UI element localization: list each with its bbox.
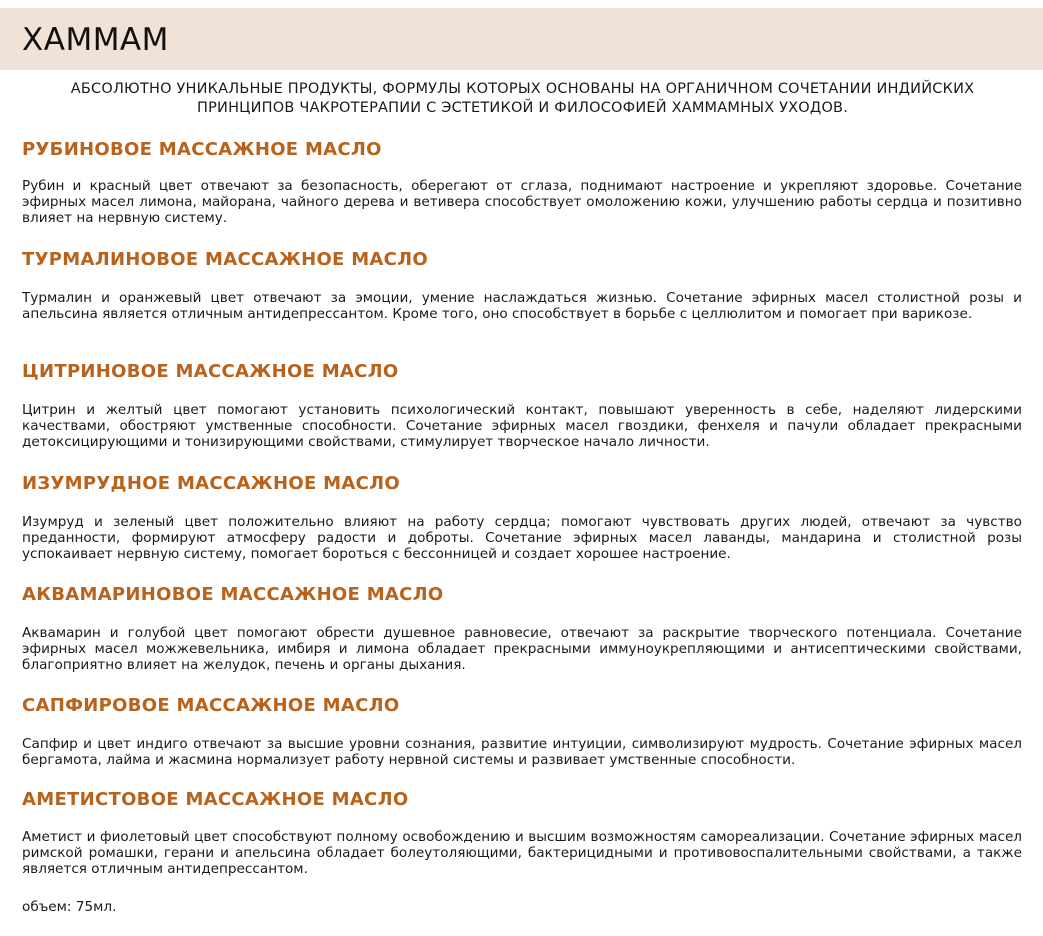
section-title-ruby: РУБИНОВОЕ МАССАЖНОЕ МАСЛО <box>22 139 382 160</box>
section-title-emerald: ИЗУМРУДНОЕ МАССАЖНОЕ МАСЛО <box>22 473 400 494</box>
page-title: ХАММАМ <box>22 22 169 58</box>
volume-text: объем: 75мл. <box>22 899 117 915</box>
section-title-amethyst: АМЕТИСТОВОЕ МАССАЖНОЕ МАСЛО <box>22 789 409 810</box>
section-body-sapphire: Сапфир и цвет индиго отвечают за высшие уровни сознания, развитие интуиции, символизируют мудрость. Сочетание эфирных масел бергамота, лайма и жасмина нормализует работу нервной системы и развивает умственные способности. <box>22 736 1022 768</box>
section-title-sapphire: САПФИРОВОЕ МАССАЖНОЕ МАСЛО <box>22 695 400 716</box>
section-body-emerald: Изумруд и зеленый цвет положительно влияют на работу сердца; помогают чувствовать других людей, отвечают за чувство преданности, формируют атмосферу радости и доброты. Сочетание эфирных масел лаванды, мандарина и столистной розы успокаивает нервную систему, помогает бороться с бессонницей и создает хорошее настроение. <box>22 514 1022 562</box>
header-bar <box>0 8 1043 70</box>
section-body-aquamarine: Аквамарин и голубой цвет помогают обрести душевное равновесие, отвечают за раскрытие творческого потенциала. Сочетание эфирных масел можжевельника, имбиря и лимона обладает прекрасными иммуноукрепляющими и антисептическими свойствами, благоприятно влияет на желудок, печень и органы дыхания. <box>22 625 1022 673</box>
section-body-tourmaline: Турмалин и оранжевый цвет отвечают за эмоции, умение наслаждаться жизнью. Сочетание эфирных масел столистной розы и апельсина является отличным антидепрессантом. Кроме того, оно способствует в борьбе с целлюлитом и помогает при варикозе. <box>22 290 1022 322</box>
section-title-aquamarine: АКВАМАРИНОВОЕ МАССАЖНОЕ МАСЛО <box>22 584 444 605</box>
intro-text: АБСОЛЮТНО УНИКАЛЬНЫЕ ПРОДУКТЫ, ФОРМУЛЫ КОТОРЫХ ОСНОВАНЫ НА ОРГАНИЧНОМ СОЧЕТАНИИ ИНДИЙСКИХ ПРИНЦИПОВ ЧАКРОТЕРАПИИ С ЭСТЕТИКОЙ И ФИЛОСОФИЕЙ ХАММАМНЫХ УХОДОВ. <box>70 81 975 116</box>
section-body-amethyst: Аметист и фиолетовый цвет способствуют полному освобождению и высшим возможностям самореализации. Сочетание эфирных масел римской ромашки, герани и апельсина обладает болеутоляющими, бактерицидными и противовоспалительными свойствами, а также является отличным антидепрессантом. <box>22 829 1022 877</box>
section-body-citrine: Цитрин и желтый цвет помогают установить психологический контакт, повышают уверенность в себе, наделяют лидерскими качествами, обостряют умственные способности. Сочетание эфирных масел гвоздики, фенхеля и пачули обладает прекрасными детоксицирующими и тонизирующими свойствами, стимулирует творческое начало личности. <box>22 402 1022 450</box>
section-title-citrine: ЦИТРИНОВОЕ МАССАЖНОЕ МАСЛО <box>22 361 399 382</box>
section-title-tourmaline: ТУРМАЛИНОВОЕ МАССАЖНОЕ МАСЛО <box>22 249 429 270</box>
section-body-ruby: Рубин и красный цвет отвечают за безопасность, оберегают от сглаза, поднимают настроение и укрепляют здоровье. Сочетание эфирных масел лимона, майорана, чайного дерева и ветивера способствует омоложению кожи, улучшению работы сердца и позитивно влияет на нервную систему. <box>22 178 1022 226</box>
